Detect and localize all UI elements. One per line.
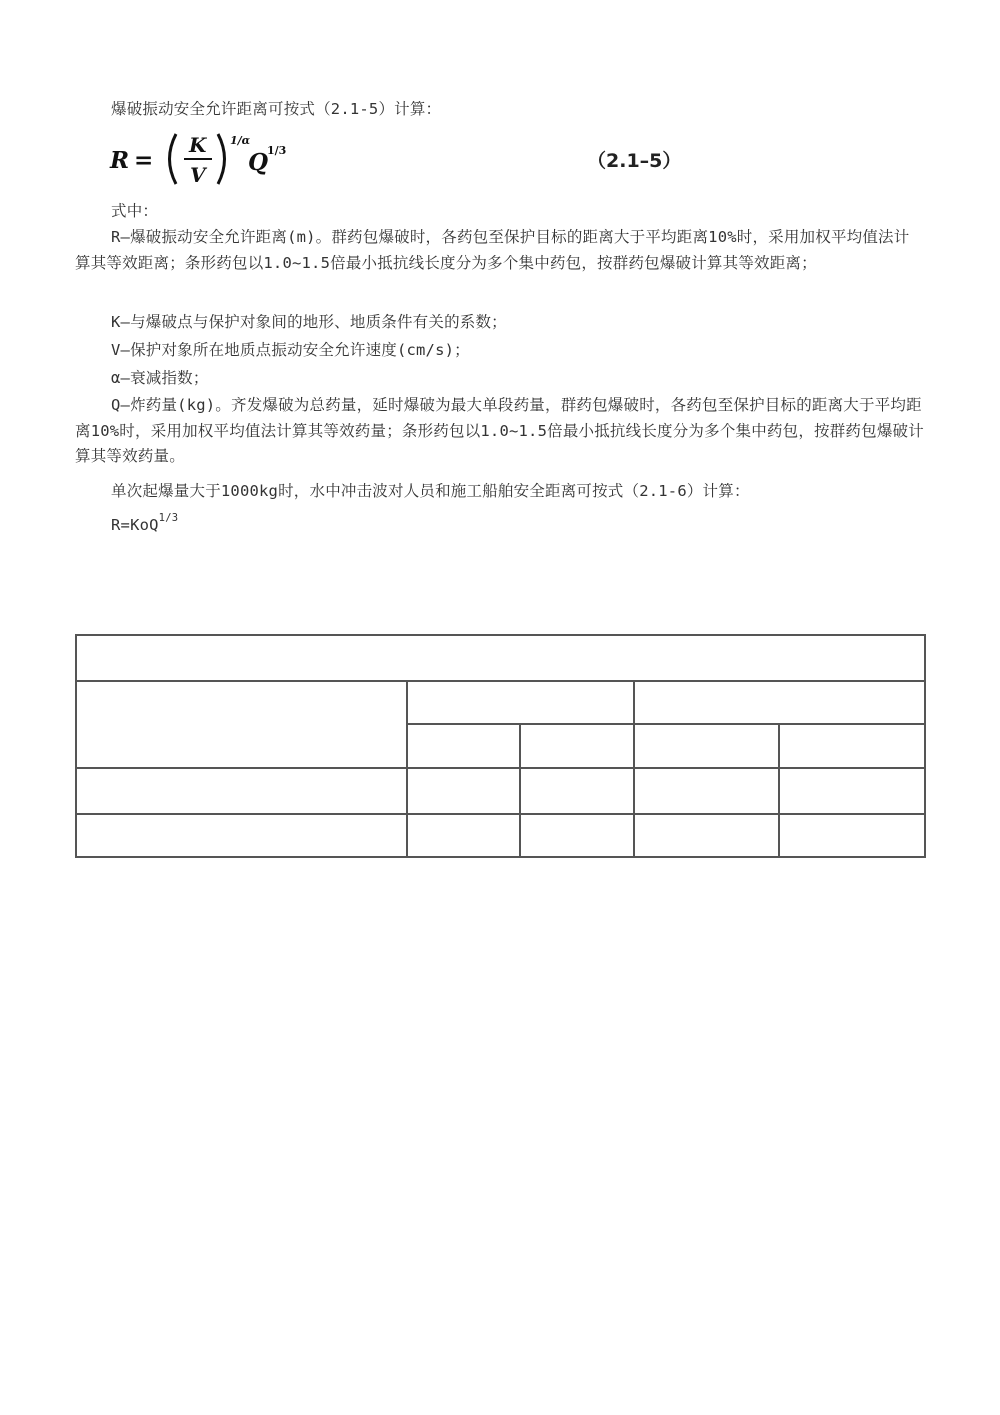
intro-text: 爆破振动安全允许距离可按式（2.1-5）计算：	[111, 100, 442, 118]
table-cell	[407, 814, 520, 857]
definition-alpha: α—衰减指数；	[111, 369, 209, 387]
eq-equals: =	[134, 147, 154, 174]
table-cell	[520, 814, 634, 857]
table-cell	[634, 768, 779, 814]
table-header-row	[76, 681, 925, 724]
table-row	[76, 814, 925, 857]
formula-2-1-6-text: R=KoQ	[111, 516, 159, 534]
formula-2-1-6-exponent: 1/3	[158, 512, 179, 524]
table-cell	[779, 814, 925, 857]
where-label: 式中：	[111, 202, 159, 220]
table-cell	[520, 768, 634, 814]
definition-q: Q—炸药量(kg)。齐发爆破为总药量，延时爆破为最大单段药量，群药包爆破时，各药包至保护目标的距离大于平均距离10%时，采用加权平均值法计算其等效药量；条形药包以1.0~1.5倍最小抵抗线长度分为多个集中药包，按群药包爆破计算其等效药量。	[75, 396, 924, 465]
eq-base-exponent: 1/3	[267, 144, 287, 157]
right-paren	[218, 134, 225, 184]
table-cell	[76, 768, 407, 814]
definition-r: R—爆破振动安全允许距离(m)。群药包爆破时，各药包至保护目标的距离大于平均距离10%时，采用加权平均值法计算其等效距离；条形药包以1.0~1.5倍最小抵抗线长度分为多个集中药包，按群药包爆破计算其等效距离；	[75, 228, 910, 272]
table-subheader-cell	[407, 724, 520, 768]
eq-base: Q	[248, 149, 269, 176]
table-row	[76, 768, 925, 814]
underwater-sentence: 单次起爆量大于1000kg时，水中冲击波对人员和施工船舶安全距离可按式（2.1-6）计算：	[111, 482, 750, 500]
table-header-group-cell	[407, 681, 634, 724]
table-cell	[407, 768, 520, 814]
table-title-cell	[76, 635, 925, 681]
table-subheader-cell	[634, 724, 779, 768]
eq-outer-exponent: 1/α	[230, 134, 251, 147]
table-cell	[634, 814, 779, 857]
eq-numerator: K	[189, 133, 207, 157]
definition-v: V—保护对象所在地质点振动安全允许速度(cm/s)；	[111, 341, 470, 359]
table-subheader-cell	[779, 724, 925, 768]
table-cell	[76, 814, 407, 857]
table-subheader-cell	[520, 724, 634, 768]
table-header-cell	[76, 681, 407, 768]
eq-lhs: R	[110, 147, 130, 174]
table-header-group-cell	[634, 681, 925, 724]
definition-k: K—与爆破点与保护对象间的地形、地质条件有关的系数；	[111, 313, 507, 331]
empty-table	[75, 634, 926, 858]
eq-denominator: V	[190, 163, 206, 187]
table-title-row	[76, 635, 925, 681]
formula-2-1-6	[75, 513, 925, 539]
table-cell	[779, 768, 925, 814]
left-paren	[170, 134, 177, 184]
equation-number: （2.1–5）	[587, 150, 682, 172]
